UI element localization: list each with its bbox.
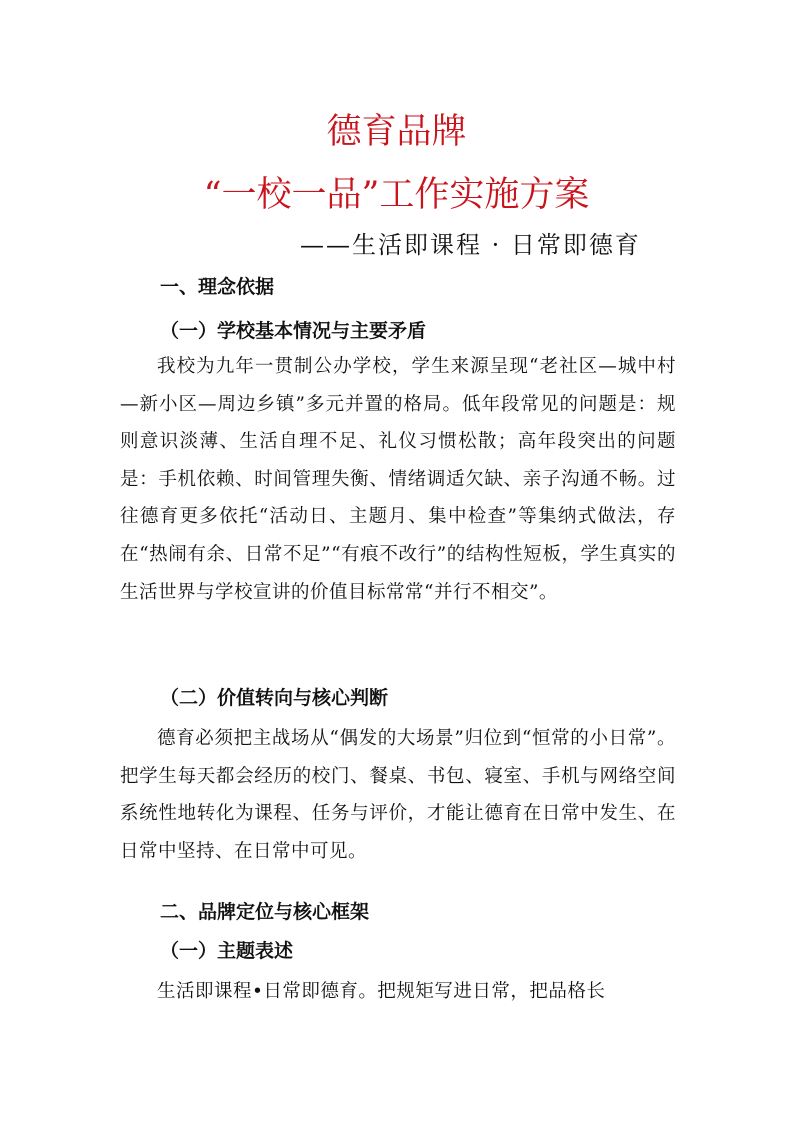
document-subtitle: ——生活即课程 · 日常即德育 [300,231,641,259]
paragraph-1-1: 我校为九年一贯制公办学校，学生来源呈现“老社区—城中村—新小区—周边乡镇”多元并置的格局。低年段常见的问题是：规则意识淡薄、生活自理不足、礼仪习惯松散；高年段突出的问题是：手机依赖、时间管理失衡、情绪调适欠缺、亲子沟通不畅。过往德育更多依托“活动日、主题月、集中检查”等集纳式做法，存在“热闹有余、日常不足”“有痕不改行”的结构性短板，学生真实的生活世界与学校宣讲的价值目标常常“并行不相交”。 [120,356,676,603]
subsection-heading-1-1: （一）学校基本情况与主要矛盾 [160,320,427,342]
paragraph-2-1: 生活即课程•日常即德育。把规矩写进日常，把品格长 [157,981,606,1002]
subsection-heading-1-2: （二）价值转向与核心判断 [160,687,389,709]
document-title-line-2: “一校一品”工作实施方案 [203,175,590,215]
subsection-heading-2-1: （一）主题表述 [160,940,294,962]
paragraph-1-2: 德育必须把主战场从“偶发的大场景”归位到“恒常的小日常”。把学生每天都会经历的校门、餐桌、书包、寝室、手机与网络空间系统性地转化为课程、任务与评价，才能让德育在日常中发生、在日常中坚持、在日常中可见。 [120,728,676,862]
section-heading-1: 一、理念依据 [160,276,275,298]
section-heading-2: 二、品牌定位与核心框架 [160,901,370,923]
document-title-line-1: 德育品牌 [326,112,467,152]
